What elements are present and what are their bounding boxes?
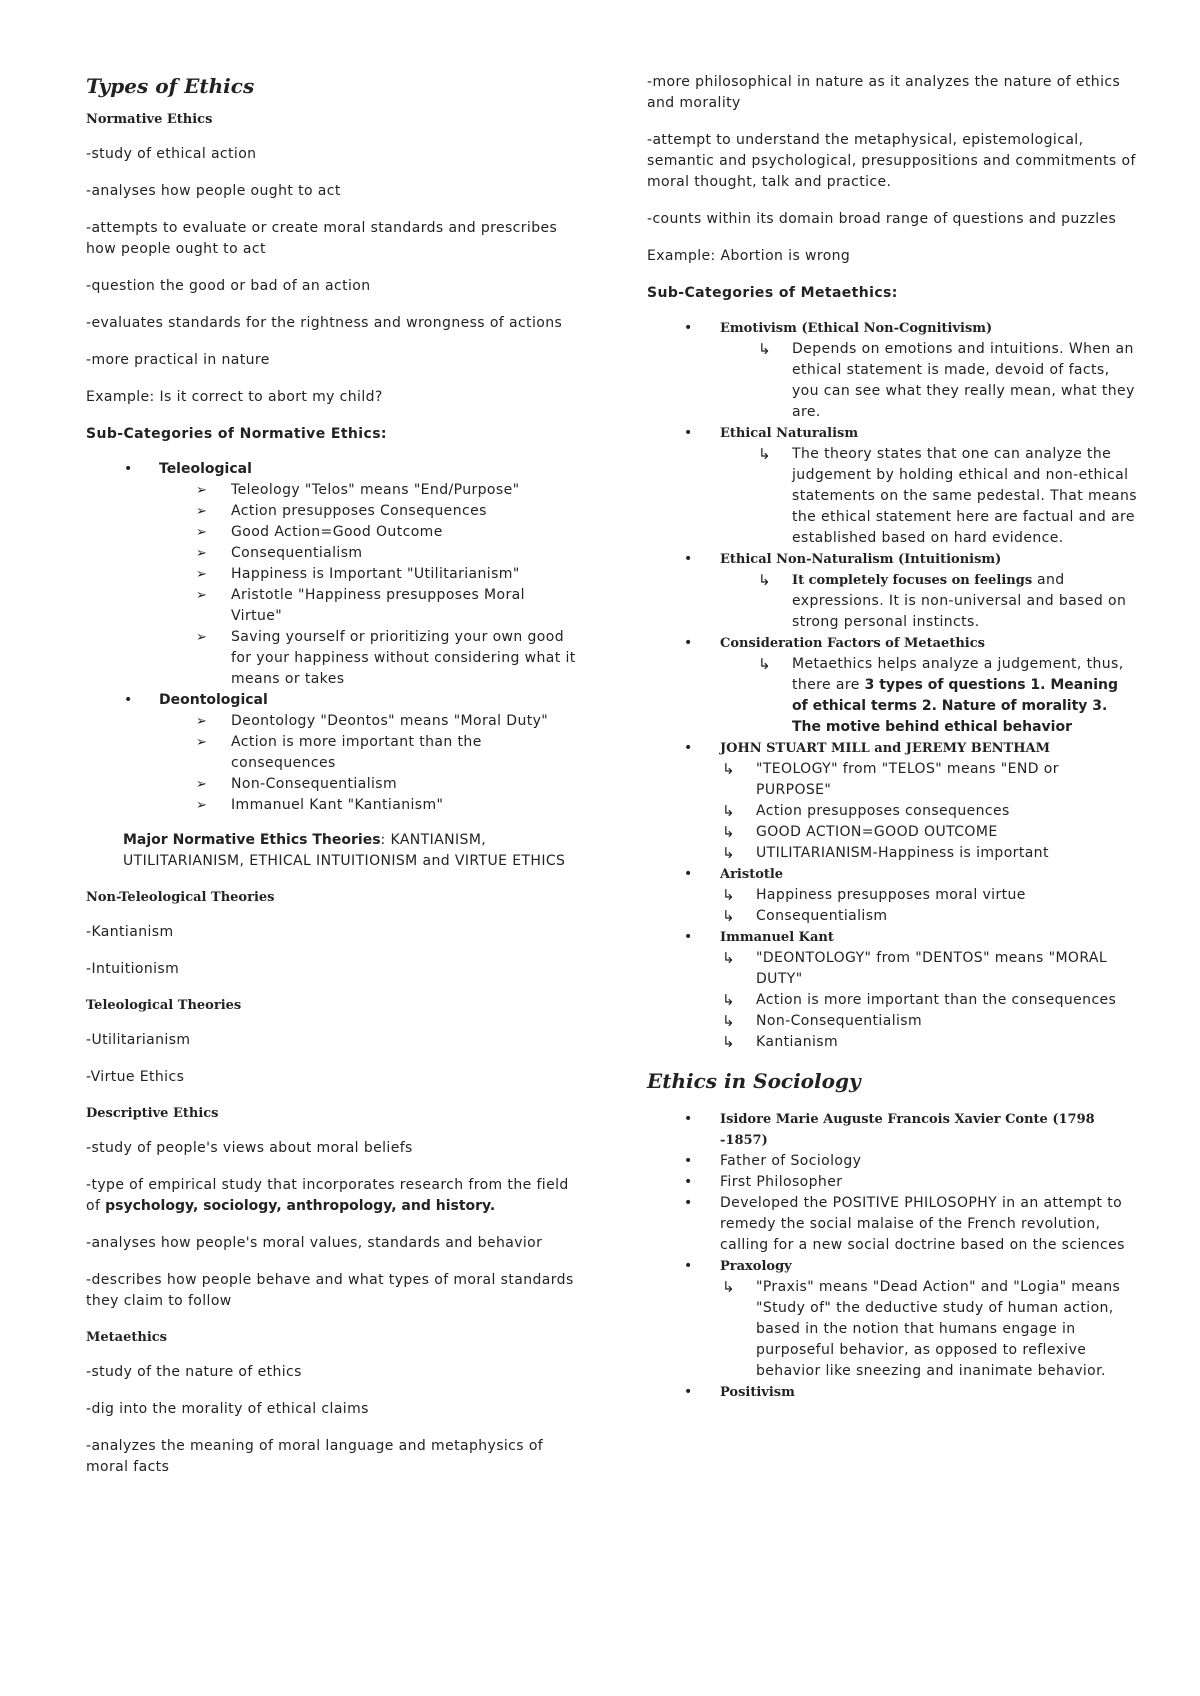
list-item: • Developed the POSITIVE PHILOSOPHY in an attempt to remedy the social malaise of the French revolution, calling for a new social doctrine based on the sciences — [720, 1193, 1137, 1256]
praxology-list — [720, 1277, 1137, 1382]
aristotle-label: Aristotle — [720, 867, 784, 882]
list-item: ➢ Happiness is Important "Utilitarianism" — [159, 564, 576, 585]
descriptive-para: -describes how people behave and what types of moral standards they claim to follow — [86, 1272, 574, 1309]
non-naturalism-label: Ethical Non-Naturalism (Intuitionism) — [720, 552, 1002, 567]
list-item — [720, 423, 1137, 549]
sociology-list — [647, 1109, 1137, 1403]
metaethics-subcat-heading: Sub-Categories of Metaethics: — [647, 285, 898, 301]
list-item — [720, 318, 1137, 423]
consideration-bold: 3 types of questions 1. Meaning of ethical terms 2. Nature of morality 3. The motive behind ethical behavior — [792, 677, 1118, 735]
list-item — [720, 864, 1137, 927]
metaethics-para: -dig into the morality of ethical claims — [86, 1401, 369, 1417]
metaethics-heading: Metaethics — [86, 1330, 167, 1345]
list-item — [159, 459, 576, 690]
list-item: ➢ Teleology "Telos" means "End/Purpose" — [159, 480, 576, 501]
major-theories-text: : KANTIANISM, UTILITARIANISM, ETHICAL INTUITIONISM and VIRTUE ETHICS — [123, 832, 566, 869]
list-item: ↳ Kantianism — [720, 1032, 1137, 1053]
list-item: ↳ Action is more important than the consequences — [720, 990, 1137, 1011]
deontological-list — [159, 711, 576, 816]
kant-label: Immanuel Kant — [720, 930, 834, 945]
normative-para: -evaluates standards for the rightness and wrongness of actions — [86, 315, 563, 331]
list-item: ↳ GOOD ACTION=GOOD OUTCOME — [720, 822, 1137, 843]
list-item: ↳ Depends on emotions and intuitions. When an ethical statement is made, devoid of facts, you can see what they really mean, what they are. — [720, 339, 1137, 423]
list-item: ➢ Action is more important than the consequences — [159, 732, 576, 774]
consideration-text: Metaethics helps analyze a judgement, thus, there are — [792, 656, 1124, 693]
normative-para: -more practical in nature — [86, 352, 270, 368]
metaethics-subcat-list — [647, 318, 1137, 1053]
list-item — [720, 1382, 1137, 1403]
teleological-label: Teleological — [159, 461, 252, 477]
praxology-label: Praxology — [720, 1259, 792, 1274]
list-item — [720, 1256, 1137, 1382]
list-item: ↳ "DEONTOLOGY" from "DENTOS" means "MORAL DUTY" — [720, 948, 1137, 990]
aristotle-list — [720, 885, 1137, 927]
right-column — [647, 72, 1137, 1405]
descriptive-fields: psychology, sociology, anthropology, and history. — [105, 1198, 496, 1214]
normative-para: -question the good or bad of an action — [86, 278, 371, 294]
descriptive-text: -type of empirical study that incorporates research from the field of — [86, 1177, 569, 1214]
normative-para: -analyses how people ought to act — [86, 183, 341, 199]
list-item: ↳ Non-Consequentialism — [720, 1011, 1137, 1032]
non-teleological-heading: Non-Teleological Theories — [86, 890, 275, 905]
metaethics-para: -counts within its domain broad range of questions and puzzles — [647, 211, 1117, 227]
descriptive-heading: Descriptive Ethics — [86, 1106, 219, 1121]
metaethics-example: Example: Abortion is wrong — [647, 248, 851, 264]
metaethics-para: -more philosophical in nature as it analyzes the nature of ethics and morality — [647, 74, 1121, 111]
major-theories — [123, 830, 576, 872]
list-item — [720, 738, 1137, 864]
left-column — [86, 64, 576, 1494]
non-naturalism-bold: It completely focuses on feelings — [792, 573, 1033, 588]
sociology-title: Ethics in Sociology — [647, 1069, 861, 1093]
metaethics-para: -analyzes the meaning of moral language and metaphysics of moral facts — [86, 1438, 544, 1475]
mill-bentham-label: JOHN STUART MILL and JEREMY BENTHAM — [720, 741, 1050, 756]
metaethics-para: -attempt to understand the metaphysical, epistemological, semantic and psychological, presuppositions and commitments of moral thought, talk and practice. — [647, 132, 1136, 190]
list-item — [720, 927, 1137, 1053]
non-naturalism-list — [720, 570, 1137, 633]
consideration-label: Consideration Factors of Metaethics — [720, 636, 985, 651]
list-item: • First Philosopher — [720, 1172, 1137, 1193]
non-teleological-item: -Kantianism — [86, 924, 174, 940]
list-item: ↳ Happiness presupposes moral virtue — [720, 885, 1137, 906]
non-teleological-item: -Intuitionism — [86, 961, 180, 977]
list-item: ↳ Consequentialism — [720, 906, 1137, 927]
list-item — [159, 690, 576, 816]
normative-para: -study of ethical action — [86, 146, 257, 162]
mill-bentham-list — [720, 759, 1137, 864]
normative-heading: Normative Ethics — [86, 112, 213, 127]
list-item: ➢ Good Action=Good Outcome — [159, 522, 576, 543]
teleological-theories-heading: Teleological Theories — [86, 998, 242, 1013]
emotivism-list — [720, 339, 1137, 423]
list-item: ➢ Consequentialism — [159, 543, 576, 564]
page-title: Types of Ethics — [86, 74, 255, 98]
descriptive-para — [86, 1175, 576, 1217]
list-item: ↳ "Praxis" means "Dead Action" and "Logia" means "Study of" the deductive study of human action, based in the notion that humans engage in purposeful behavior, as opposed to reflexive behavior like sneezing and inanimate behavior. — [720, 1277, 1137, 1382]
non-naturalism-text: and expressions. It is non-universal and based on strong personal instincts. — [792, 572, 1127, 630]
comte-label: Isidore Marie Auguste Francois Xavier Conte (1798 -1857) — [720, 1112, 1095, 1148]
list-item — [720, 570, 1137, 633]
normative-subcat-heading: Sub-Categories of Normative Ethics: — [86, 426, 387, 442]
consideration-list — [720, 654, 1137, 738]
naturalism-list — [720, 444, 1137, 549]
list-item: ➢ Non-Consequentialism — [159, 774, 576, 795]
list-item: ➢ Action presupposes Consequences — [159, 501, 576, 522]
naturalism-label: Ethical Naturalism — [720, 426, 859, 441]
major-theories-label: Major Normative Ethics Theories — [123, 832, 381, 848]
kant-list — [720, 948, 1137, 1053]
normative-subcat-list — [86, 459, 576, 816]
descriptive-para: -study of people's views about moral beliefs — [86, 1140, 413, 1156]
list-item: ↳ "TEOLOGY" from "TELOS" means "END or PURPOSE" — [720, 759, 1137, 801]
list-item: ➢ Aristotle "Happiness presupposes Moral Virtue" — [159, 585, 576, 627]
list-item: ↳ Action presupposes consequences — [720, 801, 1137, 822]
normative-para: -attempts to evaluate or create moral standards and prescribes how people ought to act — [86, 220, 558, 257]
list-item — [720, 549, 1137, 633]
list-item: • Father of Sociology — [720, 1151, 1137, 1172]
list-item: ↳ The theory states that one can analyze the judgement by holding ethical and non-ethical statements on the same pedestal. That means the ethical statement here are factual and are established based on hard evidence. — [720, 444, 1137, 549]
list-item — [720, 633, 1137, 738]
list-item: ➢ Immanuel Kant "Kantianism" — [159, 795, 576, 816]
emotivism-label: Emotivism (Ethical Non-Cognitivism) — [720, 321, 993, 336]
positivism-label: Positivism — [720, 1385, 795, 1400]
teleological-theories-item: -Virtue Ethics — [86, 1069, 185, 1085]
list-item: ➢ Saving yourself or prioritizing your own good for your happiness without considering what it means or takes — [159, 627, 576, 690]
deontological-label: Deontological — [159, 692, 268, 708]
list-item: ➢ Deontology "Deontos" means "Moral Duty" — [159, 711, 576, 732]
metaethics-para: -study of the nature of ethics — [86, 1364, 302, 1380]
descriptive-para: -analyses how people's moral values, standards and behavior — [86, 1235, 543, 1251]
teleological-theories-item: -Utilitarianism — [86, 1032, 191, 1048]
list-item: ↳ UTILITARIANISM-Happiness is important — [720, 843, 1137, 864]
teleological-list — [159, 480, 576, 690]
normative-example: Example: Is it correct to abort my child? — [86, 389, 383, 405]
list-item — [720, 1109, 1137, 1151]
list-item — [720, 654, 1137, 738]
